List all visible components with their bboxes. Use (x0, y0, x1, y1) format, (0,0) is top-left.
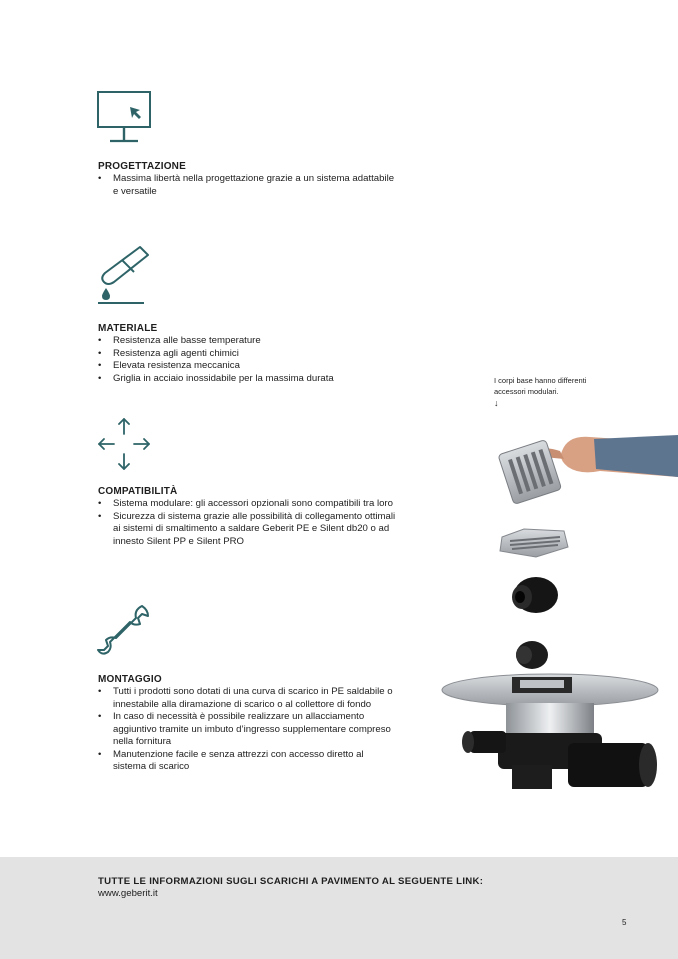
monitor-cursor-icon (96, 90, 154, 146)
list-item: • Griglia in acciaio inossidabile per la massima durata (98, 373, 398, 386)
section-compatibilita (98, 486, 398, 548)
list-item: • Manutenzione facile e senza attrezzi con accesso diretto al sistema di scarico (98, 749, 398, 774)
section-montaggio (98, 674, 398, 774)
section-title: PROGETTAZIONE (98, 161, 186, 172)
bullet-list (98, 335, 398, 385)
list-item: • Tutti i prodotti sono dotati di una curva di scarico in PE saldabile o innestabile alla diramazione di scarico o al collettore di fondo (98, 686, 398, 711)
bullet-list (98, 686, 398, 774)
list-item: • Resistenza agli agenti chimici (98, 348, 398, 361)
section-title: COMPATIBILITÀ (98, 486, 178, 497)
list-item: • Elevata resistenza meccanica (98, 360, 398, 373)
website-link[interactable]: www.geberit.it (98, 888, 158, 899)
section-progettazione (98, 161, 398, 198)
list-item: • In caso di necessità è possibile realizzare un allacciamento aggiuntivo tramite un imbuto d’ingresso supplementare compreso nella fornitura (98, 711, 398, 749)
list-item: • Sistema modulare: gli accessori opzionali sono compatibili tra loro (98, 498, 398, 511)
four-arrows-icon (96, 416, 152, 472)
bullet-list (98, 173, 398, 198)
list-item: • Sicurezza di sistema grazie alle possibilità di collegamento ottimali ai sistemi di smaltimento a saldare Geberit PE e Silent db20 o ad innesto Silent PP e Silent PRO (98, 511, 398, 549)
page-number: 5 (622, 918, 627, 927)
list-item: • Resistenza alle basse temperature (98, 335, 398, 348)
section-title: MATERIALE (98, 323, 158, 334)
footer-title: TUTTE LE INFORMAZIONI SUGLI SCARICHI A PAVIMENTO AL SEGUENTE LINK: (98, 876, 484, 887)
wrench-icon (96, 602, 152, 658)
list-item: • Massima libertà nella progettazione grazie a un sistema adattabile e versatile (98, 173, 398, 198)
footer (0, 857, 678, 959)
arrow-down-icon: ↓ (494, 398, 499, 408)
test-tube-drop-icon (96, 244, 154, 306)
section-title: MONTAGGIO (98, 674, 162, 685)
image-caption: I corpi base hanno differenti accessori modulari. (494, 376, 587, 396)
bullet-list (98, 498, 398, 548)
product-exploded-view-image (440, 425, 678, 795)
section-materiale (98, 323, 398, 385)
